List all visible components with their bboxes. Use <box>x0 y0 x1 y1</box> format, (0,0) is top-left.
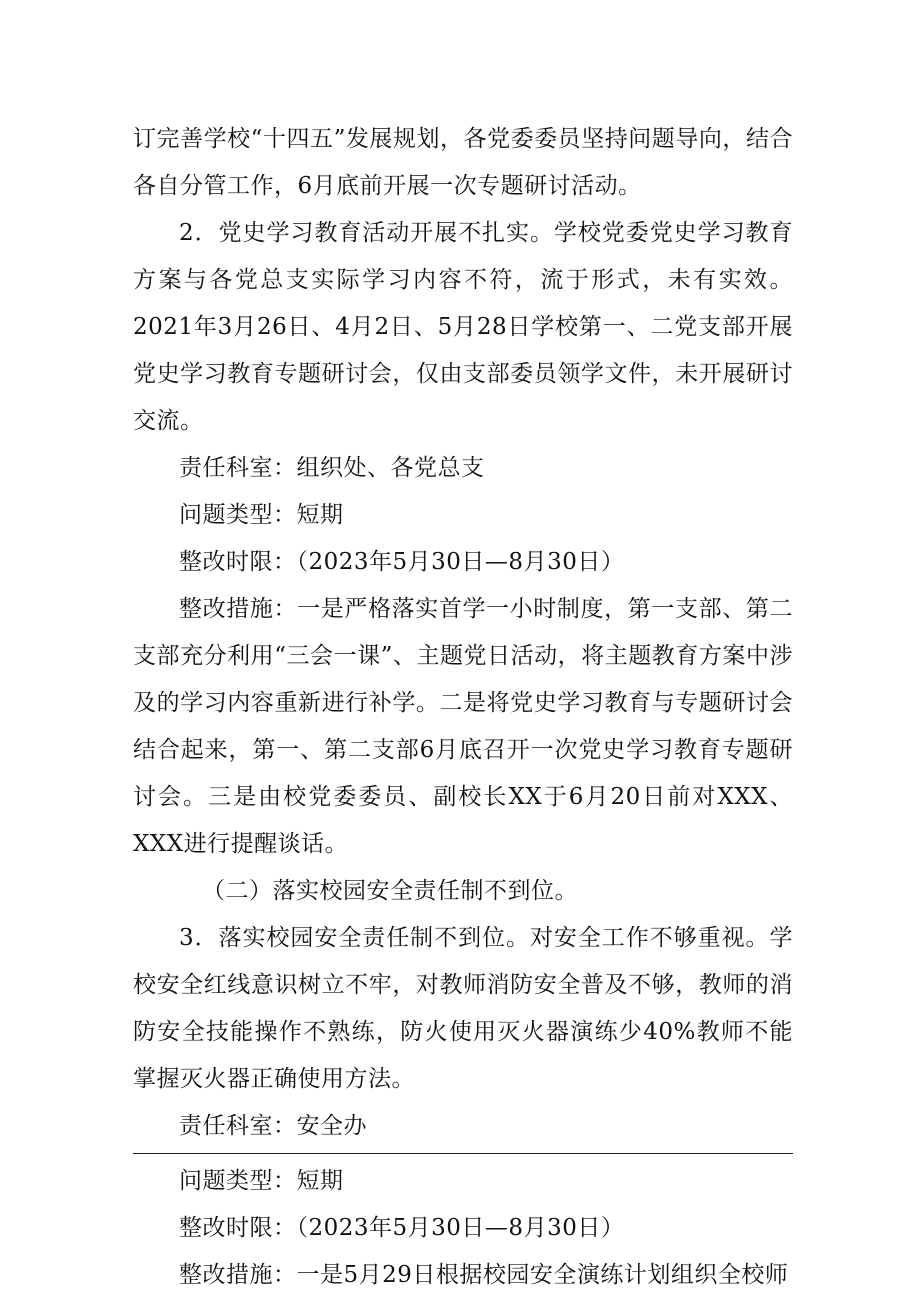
paragraph-continuation: 订完善学校“十四五”发展规划，各党委委员坚持问题导向，结合各自分管工作，6月底前开展一次专题研讨活动。 <box>133 126 793 199</box>
paragraph-issue-3: 3．落实校园安全责任制不到位。对安全工作不够重视。学校安全红线意识树立不牢，对教师消防安全普及不够，教师的消防安全技能操作不熟练，防火使用灭火器演练少40%教师不能掌握灭火器正确使用方法。 <box>133 925 793 1092</box>
issue-type-1: 问题类型：短期 <box>179 502 344 528</box>
deadline-1: 整改时限：（2023年5月30日—8月30日） <box>179 549 625 575</box>
measures-2: 整改措施：一是5月29日根据校园安全演练计划组织全校师 <box>179 1262 789 1288</box>
responsible-dept-2: 责任科室：安全办 <box>179 1113 367 1139</box>
document-body <box>133 116 793 1299</box>
issue-type-2: 问题类型：短期 <box>179 1168 344 1194</box>
section-heading-2: （二）落实校园安全责任制不到位。 <box>202 878 578 904</box>
responsible-dept-1: 责任科室：组织处、各党总支 <box>179 455 485 481</box>
page-divider-line <box>133 1153 793 1154</box>
paragraph-issue-2: 2．党史学习教育活动开展不扎实。学校党委党史学习教育方案与各党总支实际学习内容不符，流于形式，未有实效。2021年3月26日、4月2日、5月28日学校第一、二党支部开展党史学习教育专题研讨会，仅由支部委员领学文件，未开展研讨交流。 <box>133 220 793 434</box>
deadline-2: 整改时限：（2023年5月30日—8月30日） <box>179 1215 625 1241</box>
measures-1: 整改措施：一是严格落实首学一小时制度，第一支部、第二支部充分利用“三会一课”、主题党日活动，将主题教育方案中涉及的学习内容重新进行补学。二是将党史学习教育与专题研讨会结合起来，第一、第二支部6月底召开一次党史学习教育专题研讨会。三是由校党委委员、副校长XX于6月20日前对XXX、XXX进行提醒谈话。 <box>133 596 793 857</box>
